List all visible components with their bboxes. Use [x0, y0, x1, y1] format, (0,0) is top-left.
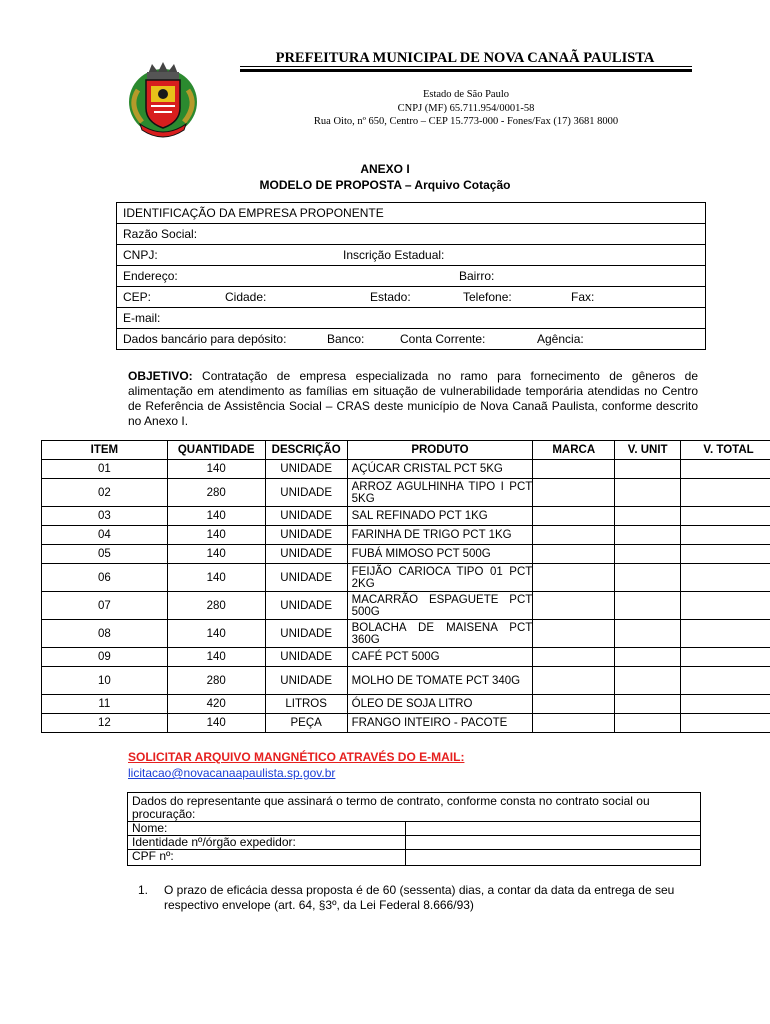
annex-title: MODELO DE PROPOSTA – Arquivo Cotação: [259, 178, 511, 192]
annex-number: ANEXO I: [360, 162, 410, 176]
table-row: [42, 620, 770, 648]
item-brand-cell[interactable]: [533, 695, 615, 714]
item-unit-price-cell[interactable]: [615, 479, 681, 507]
banco-label: Banco:: [327, 332, 365, 346]
item-quantity: 140: [167, 526, 265, 545]
inscricao-label: Inscrição Estadual:: [343, 248, 445, 262]
item-product: SAL REFINADO PCT 1KG: [347, 507, 533, 526]
item-brand-cell[interactable]: [533, 526, 615, 545]
item-unit-price-cell[interactable]: [615, 714, 681, 733]
item-total-price-cell[interactable]: [681, 479, 770, 507]
table-row: [42, 545, 770, 564]
item-unit: UNIDADE: [265, 592, 347, 620]
table-row: [42, 695, 770, 714]
item-unit: UNIDADE: [265, 564, 347, 592]
fax-label: Fax:: [571, 290, 595, 304]
table-row: [42, 564, 770, 592]
note-number: 1.: [138, 883, 149, 897]
municipality-title: PREFEITURA MUNICIPAL DE NOVA CANAÃ PAULISTA: [275, 50, 655, 66]
items-table: [41, 440, 770, 733]
item-total-price-cell[interactable]: [681, 714, 770, 733]
item-product: FARINHA DE TRIGO PCT 1KG: [347, 526, 533, 545]
bank-row[interactable]: [117, 329, 706, 350]
item-brand-cell[interactable]: [533, 714, 615, 733]
item-quantity: 280: [167, 592, 265, 620]
bairro-label: Bairro:: [459, 269, 495, 283]
representative-intro: Dados do representante que assinará o termo de contrato, conforme consta no contrato social ou procuração:: [128, 793, 701, 822]
representative-id-field[interactable]: [405, 836, 700, 850]
item-brand-cell[interactable]: [533, 564, 615, 592]
razao-social-field[interactable]: Razão Social:: [117, 224, 706, 245]
item-number: 08: [42, 620, 168, 648]
item-brand-cell[interactable]: [533, 479, 615, 507]
item-product: FUBÁ MIMOSO PCT 500G: [347, 545, 533, 564]
item-quantity: 280: [167, 479, 265, 507]
item-number: 12: [42, 714, 168, 733]
table-row: [42, 526, 770, 545]
item-unit: PEÇA: [265, 714, 347, 733]
request-file-heading: SOLICITAR ARQUIVO MANGNÉTICO ATRAVÉS DO E-MAIL:: [128, 750, 465, 764]
item-number: 01: [42, 460, 168, 479]
item-quantity: 140: [167, 620, 265, 648]
item-brand-cell[interactable]: [533, 507, 615, 526]
item-product: FRANGO INTEIRO - PACOTE: [347, 714, 533, 733]
item-brand-cell[interactable]: [533, 460, 615, 479]
item-number: 05: [42, 545, 168, 564]
email-field[interactable]: E-mail:: [117, 308, 706, 329]
item-unit: LITROS: [265, 695, 347, 714]
item-quantity: 140: [167, 460, 265, 479]
item-product: ARROZ AGULHINHA TIPO I PCT 5KG: [347, 479, 533, 507]
item-brand-cell[interactable]: [533, 620, 615, 648]
item-number: 09: [42, 648, 168, 667]
item-number: 07: [42, 592, 168, 620]
telefone-label: Telefone:: [463, 290, 512, 304]
item-total-price-cell[interactable]: [681, 620, 770, 648]
item-product: FEIJÃO CARIOCA TIPO 01 PCT 2KG: [347, 564, 533, 592]
table-row: [42, 667, 770, 695]
header-cnpj: CNPJ (MF) 65.711.954/0001-58: [397, 103, 535, 114]
header-v-total: V. TOTAL: [681, 441, 770, 460]
representative-table: [127, 792, 701, 866]
representative-cpf-field[interactable]: [405, 850, 700, 866]
item-unit-price-cell[interactable]: [615, 460, 681, 479]
representative-name-field[interactable]: [405, 822, 700, 836]
item-number: 04: [42, 526, 168, 545]
item-unit-price-cell[interactable]: [615, 564, 681, 592]
objective-text: Contratação de empresa especializada no ramo para fornecimento de gêneros de alimentação em atendimento as famílias em situação de vulnerabilidade temporária atendidas no Centro de Referência de Assistência Social – CRAS deste município de Nova Canaã Paulista, conforme descrito no Anexo I.: [128, 369, 698, 428]
form-heading: IDENTIFICAÇÃO DA EMPRESA PROPONENTE: [117, 203, 706, 224]
item-quantity: 140: [167, 507, 265, 526]
item-brand-cell[interactable]: [533, 648, 615, 667]
item-total-price-cell[interactable]: [681, 648, 770, 667]
municipal-crest-logo: [118, 50, 208, 140]
item-unit: UNIDADE: [265, 648, 347, 667]
item-unit: UNIDADE: [265, 620, 347, 648]
header-rule: [240, 66, 692, 72]
header-item: ITEM: [42, 441, 168, 460]
item-unit: UNIDADE: [265, 667, 347, 695]
estado-label: Estado:: [370, 290, 411, 304]
item-unit-price-cell[interactable]: [615, 695, 681, 714]
endereco-row[interactable]: [117, 266, 706, 287]
item-product: ÓLEO DE SOJA LITRO: [347, 695, 533, 714]
item-unit-price-cell[interactable]: [615, 507, 681, 526]
header-quantidade: QUANTIDADE: [167, 441, 265, 460]
cidade-label: Cidade:: [225, 290, 267, 304]
item-product: MOLHO DE TOMATE PCT 340G: [347, 667, 533, 695]
representative-cpf-label: CPF nº:: [128, 850, 406, 866]
table-row: [42, 507, 770, 526]
header-v-unit: V. UNIT: [615, 441, 681, 460]
item-unit-price-cell[interactable]: [615, 545, 681, 564]
item-total-price-cell[interactable]: [681, 526, 770, 545]
item-total-price-cell[interactable]: [681, 507, 770, 526]
table-row: [42, 648, 770, 667]
item-unit: UNIDADE: [265, 507, 347, 526]
item-number: 03: [42, 507, 168, 526]
objective-paragraph: [128, 369, 698, 429]
item-unit-price-cell[interactable]: [615, 526, 681, 545]
item-quantity: 140: [167, 564, 265, 592]
item-unit-price-cell[interactable]: [615, 667, 681, 695]
item-number: 10: [42, 667, 168, 695]
item-total-price-cell[interactable]: [681, 545, 770, 564]
table-row: [42, 479, 770, 507]
item-unit-price-cell[interactable]: [615, 620, 681, 648]
item-brand-cell[interactable]: [533, 667, 615, 695]
item-quantity: 420: [167, 695, 265, 714]
bank-data-label: Dados bancário para depósito:: [123, 332, 287, 346]
header-marca: MARCA: [533, 441, 615, 460]
item-number: 06: [42, 564, 168, 592]
header-state: Estado de São Paulo: [422, 89, 510, 100]
item-quantity: 140: [167, 714, 265, 733]
item-unit: UNIDADE: [265, 479, 347, 507]
agencia-label: Agência:: [537, 332, 584, 346]
item-unit: UNIDADE: [265, 526, 347, 545]
cep-row[interactable]: [117, 287, 706, 308]
cnpj-row[interactable]: [117, 245, 706, 266]
header-descricao: DESCRIÇÃO: [265, 441, 347, 460]
item-total-price-cell[interactable]: [681, 592, 770, 620]
item-quantity: 140: [167, 648, 265, 667]
item-brand-cell[interactable]: [533, 545, 615, 564]
conta-label: Conta Corrente:: [400, 332, 486, 346]
table-row: [42, 460, 770, 479]
item-unit: UNIDADE: [265, 460, 347, 479]
item-quantity: 140: [167, 545, 265, 564]
list-item: [138, 883, 700, 913]
item-total-price-cell[interactable]: [681, 564, 770, 592]
representative-name-label: Nome:: [128, 822, 406, 836]
item-total-price-cell[interactable]: [681, 667, 770, 695]
item-number: 02: [42, 479, 168, 507]
item-brand-cell[interactable]: [533, 592, 615, 620]
company-identification-table: [116, 202, 706, 350]
item-product: MACARRÃO ESPAGUETE PCT 500G: [347, 592, 533, 620]
header-address: Rua Oito, nº 650, Centro – CEP 15.773-000 - Fones/Fax (17) 3681 8000: [313, 116, 619, 127]
item-unit: UNIDADE: [265, 545, 347, 564]
item-total-price-cell[interactable]: [681, 460, 770, 479]
item-total-price-cell[interactable]: [681, 695, 770, 714]
endereco-label: Endereço:: [123, 269, 178, 283]
note-text: O prazo de eficácia dessa proposta é de 60 (sessenta) dias, a contar da data da entrega de seu respectivo envelope (art. 64, §3º, da Lei Federal 8.666/93): [164, 883, 675, 912]
objective-label: OBJETIVO:: [128, 369, 193, 383]
cep-label: CEP:: [123, 290, 152, 304]
table-row: [42, 592, 770, 620]
item-product: CAFÉ PCT 500G: [347, 648, 533, 667]
contact-email-link[interactable]: licitacao@novacanaapaulista.sp.gov.br: [128, 766, 336, 780]
cnpj-label: CNPJ:: [123, 248, 158, 262]
item-unit-price-cell[interactable]: [615, 648, 681, 667]
item-quantity: 280: [167, 667, 265, 695]
item-unit-price-cell[interactable]: [615, 592, 681, 620]
item-product: AÇÚCAR CRISTAL PCT 5KG: [347, 460, 533, 479]
representative-id-label: Identidade nº/órgão expedidor:: [128, 836, 406, 850]
item-number: 11: [42, 695, 168, 714]
item-product: BOLACHA DE MAISENA PCT 360G: [347, 620, 533, 648]
table-row: [42, 714, 770, 733]
header-produto: PRODUTO: [347, 441, 533, 460]
